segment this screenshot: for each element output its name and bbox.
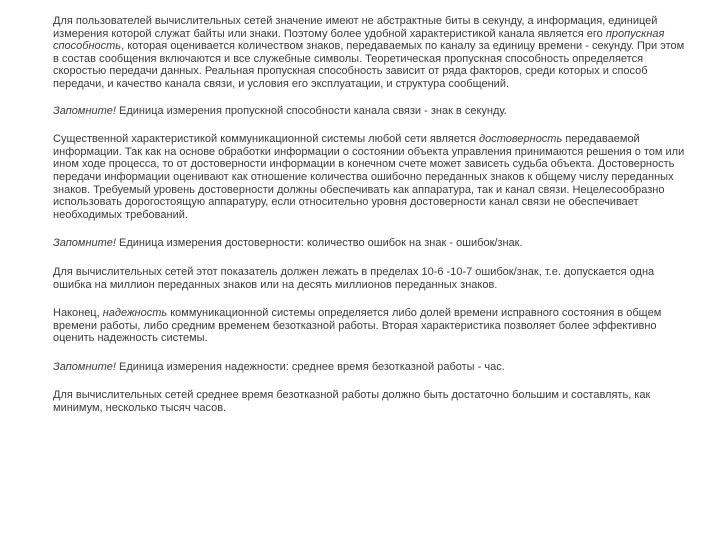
paragraph-text: , которая оценивается количеством знаков, передаваемых по каналу за единицу времени - секунду. При этом в состав сообщения включаются и все служебные символы. Теоретическая пропускная способность определяется скоростью передачи данных. Реальная пропускная способность зависит от ряда факторов, среди которых и способ передачи, и качество канала связи, и условия его эксплуатации, и структура сообщений. (53, 40, 685, 90)
paragraph-text: коммуникационной системы определяется либо долей времени исправного состояния в общем времени работы, либо средним временем безотказной работы. Вторая характеристика позволяет более эффективно оценить надежность системы. (53, 307, 662, 345)
paragraph-error-rate: Для вычислительных сетей этот показатель должен лежать в пределах 10-6 -10-7 ошибок/знак, т.е. допускается одна ошибка на миллион переданных знаков или на десять миллионов переданных знаков. (53, 265, 655, 291)
paragraph-throughput (53, 15, 689, 91)
remember-label: Запомните! (53, 360, 116, 373)
remember-text: Единица измерения надежности: среднее время безотказной работы - час. (115, 360, 505, 373)
remember-text: Единица измерения пропускной способности канала связи - знак в секунду. (115, 104, 507, 117)
paragraph-text: Для пользователей вычислительных сетей значение имеют не абстрактные биты в секунду, а информация, единицей измерения которой служат байты или знаки. Поэтому более удобной характеристикой канала является его (53, 15, 658, 40)
term-throughput: пропускная способность (53, 27, 665, 53)
remember-throughput (53, 105, 689, 118)
term-accuracy: достоверность (479, 133, 563, 146)
paragraph-text: Существенной характеристикой коммуникационной системы любой сети является (53, 133, 480, 146)
remember-text: Единица измерения достоверности: количество ошибок на знак - ошибок/знак. (115, 237, 523, 250)
paragraph-text: Наконец, (53, 307, 103, 320)
remember-label: Запомните! (53, 237, 116, 250)
term-reliability: надежность (102, 307, 168, 320)
remember-reliability (53, 361, 689, 374)
remember-accuracy (53, 237, 689, 250)
document-body (53, 15, 689, 415)
paragraph-reliability-accuracy (53, 133, 689, 221)
paragraph-mtbf: Для вычислительных сетей среднее время безотказной работы должно быть достаточно большим и составлять, как минимум, несколько тысяч часов. (53, 389, 651, 415)
paragraph-reliability (53, 307, 689, 345)
remember-label: Запомните! (53, 104, 116, 117)
paragraph-text: передаваемой информации. Так как на основе обработки информации о состоянии объекта управления принимаются решения о том или ином ходе процесса, то от достоверности информации в конечном счете может зависеть судьба объекта. Достоверность передачи информации оценивают как отношение количества ошибочно переданных знаков к общему числу переданных знаков. Требуемый уровень достоверности должны обеспечивать как аппаратура, так и канал связи. Нецелесообразно использовать дорогостоящую аппаратуру, если относительно уровня достоверности канал связи не обеспечивает необходимых требований. (53, 133, 685, 221)
